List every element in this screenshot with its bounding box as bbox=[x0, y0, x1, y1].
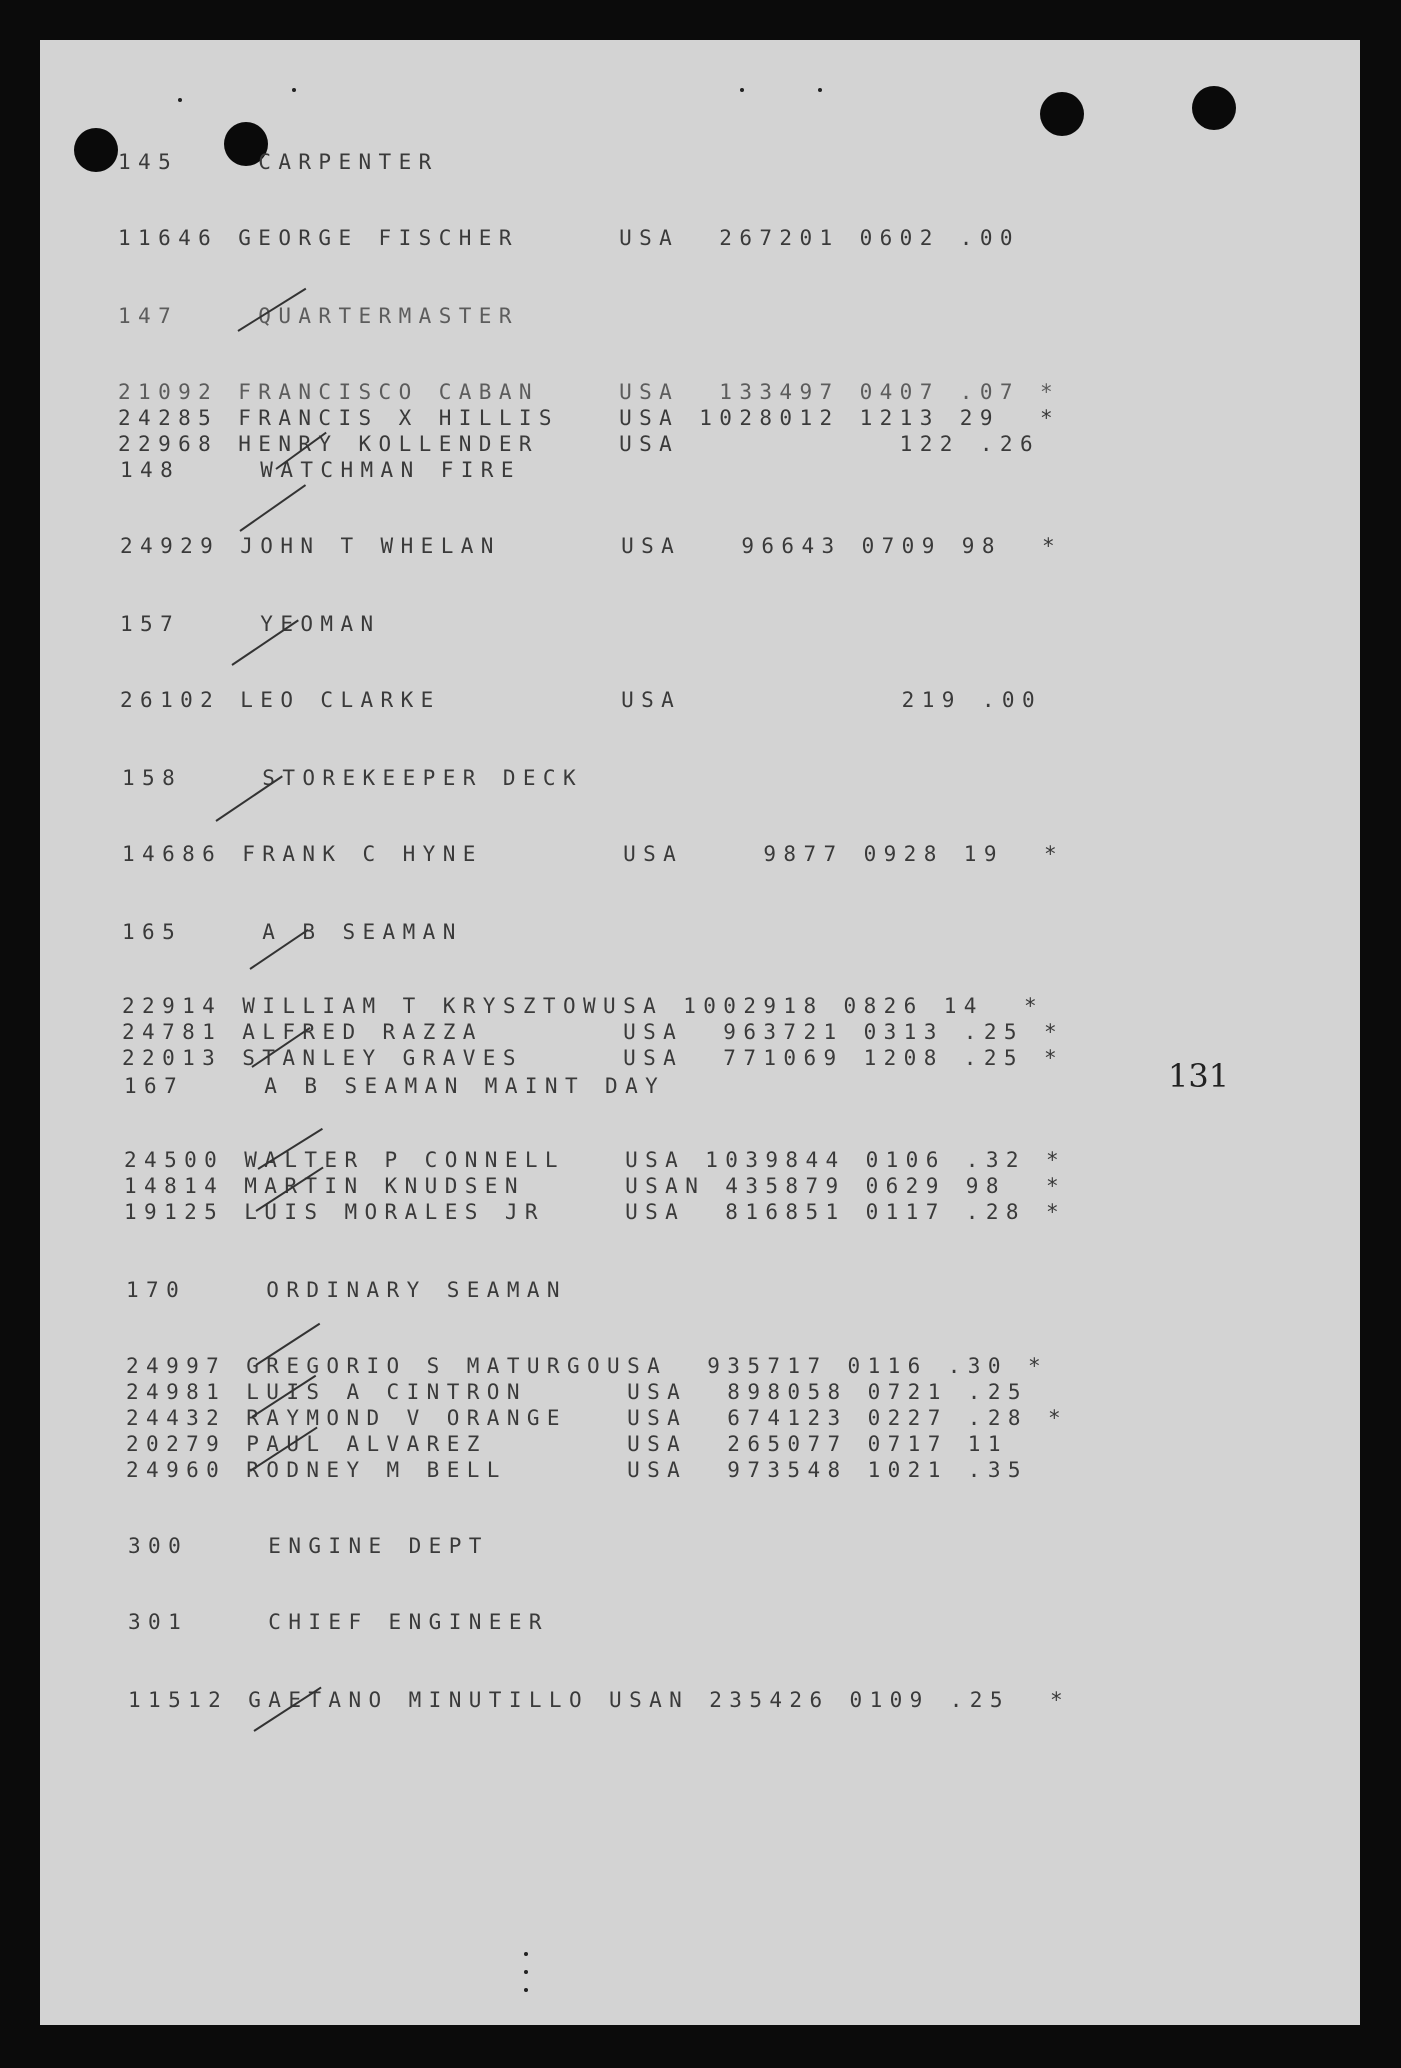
section-heading: 167 A B SEAMAN MAINT DAY bbox=[124, 1074, 666, 1098]
punch-hole bbox=[1040, 92, 1084, 136]
crew-entry: 24981 LUIS A CINTRON USA 898058 0721 .25 bbox=[126, 1380, 1028, 1404]
speck bbox=[524, 1970, 528, 1974]
check-mark bbox=[239, 484, 306, 532]
crew-entry: 24997 GREGORIO S MATURGOUSA 935717 0116 .30 * bbox=[126, 1354, 1048, 1378]
crew-entry: 14686 FRANK C HYNE USA 9877 0928 19 * bbox=[122, 842, 1065, 866]
speck bbox=[740, 88, 744, 92]
crew-entry: 22968 HENRY KOLLENDER USA 122 .26 bbox=[118, 432, 1040, 456]
punch-hole bbox=[1192, 86, 1236, 130]
crew-entry: 26102 LEO CLARKE USA 219 .00 bbox=[120, 688, 1042, 712]
speck bbox=[524, 1952, 528, 1956]
crew-entry: 24432 RAYMOND V ORANGE USA 674123 0227 .28 * bbox=[126, 1406, 1069, 1430]
section-heading: 147 QUARTERMASTER bbox=[118, 304, 519, 328]
speck bbox=[292, 88, 296, 92]
speck bbox=[524, 1988, 528, 1992]
document-page bbox=[40, 40, 1360, 2025]
crew-entry: 20279 PAUL ALVAREZ USA 265077 0717 11 bbox=[126, 1432, 1008, 1456]
crew-entry: 24929 JOHN T WHELAN USA 96643 0709 98 * bbox=[120, 534, 1063, 558]
crew-entry: 22013 STANLEY GRAVES USA 771069 1208 .25 * bbox=[122, 1046, 1065, 1070]
section-heading: 165 A B SEAMAN bbox=[122, 920, 463, 944]
crew-entry: 11646 GEORGE FISCHER USA 267201 0602 .00 bbox=[118, 226, 1020, 250]
section-heading: 301 CHIEF ENGINEER bbox=[128, 1610, 549, 1634]
handwritten-page-number: 131 bbox=[1168, 1057, 1230, 1095]
section-heading: 148 WATCHMAN FIRE bbox=[120, 458, 521, 482]
crew-entry: 19125 LUIS MORALES JR USA 816851 0117 .28 * bbox=[124, 1200, 1067, 1224]
section-heading: 145 CARPENTER bbox=[118, 150, 439, 174]
section-heading: 300 ENGINE DEPT bbox=[128, 1534, 489, 1558]
crew-entry: 24500 WALTER P CONNELL USA 1039844 0106 .32 * bbox=[124, 1148, 1067, 1172]
section-heading: 157 YEOMAN bbox=[120, 612, 381, 636]
crew-entry: 24960 RODNEY M BELL USA 973548 1021 .35 bbox=[126, 1458, 1028, 1482]
crew-entry: 24781 ALFRED RAZZA USA 963721 0313 .25 * bbox=[122, 1020, 1065, 1044]
crew-entry: 24285 FRANCIS X HILLIS USA 1028012 1213 29 * bbox=[118, 406, 1061, 430]
speck bbox=[818, 88, 822, 92]
section-heading: 158 STOREKEEPER DECK bbox=[122, 766, 583, 790]
speck bbox=[178, 98, 182, 102]
crew-entry: 11512 GAETANO MINUTILLO USAN 235426 0109 .25 * bbox=[128, 1688, 1071, 1712]
crew-entry: 21092 FRANCISCO CABAN USA 133497 0407 .07 * bbox=[118, 380, 1061, 404]
crew-entry: 14814 MARTIN KNUDSEN USAN 435879 0629 98 * bbox=[124, 1174, 1067, 1198]
crew-entry: 22914 WILLIAM T KRYSZTOWUSA 1002918 0826 14 * bbox=[122, 994, 1044, 1018]
section-heading: 170 ORDINARY SEAMAN bbox=[126, 1278, 567, 1302]
punch-hole bbox=[74, 128, 118, 172]
